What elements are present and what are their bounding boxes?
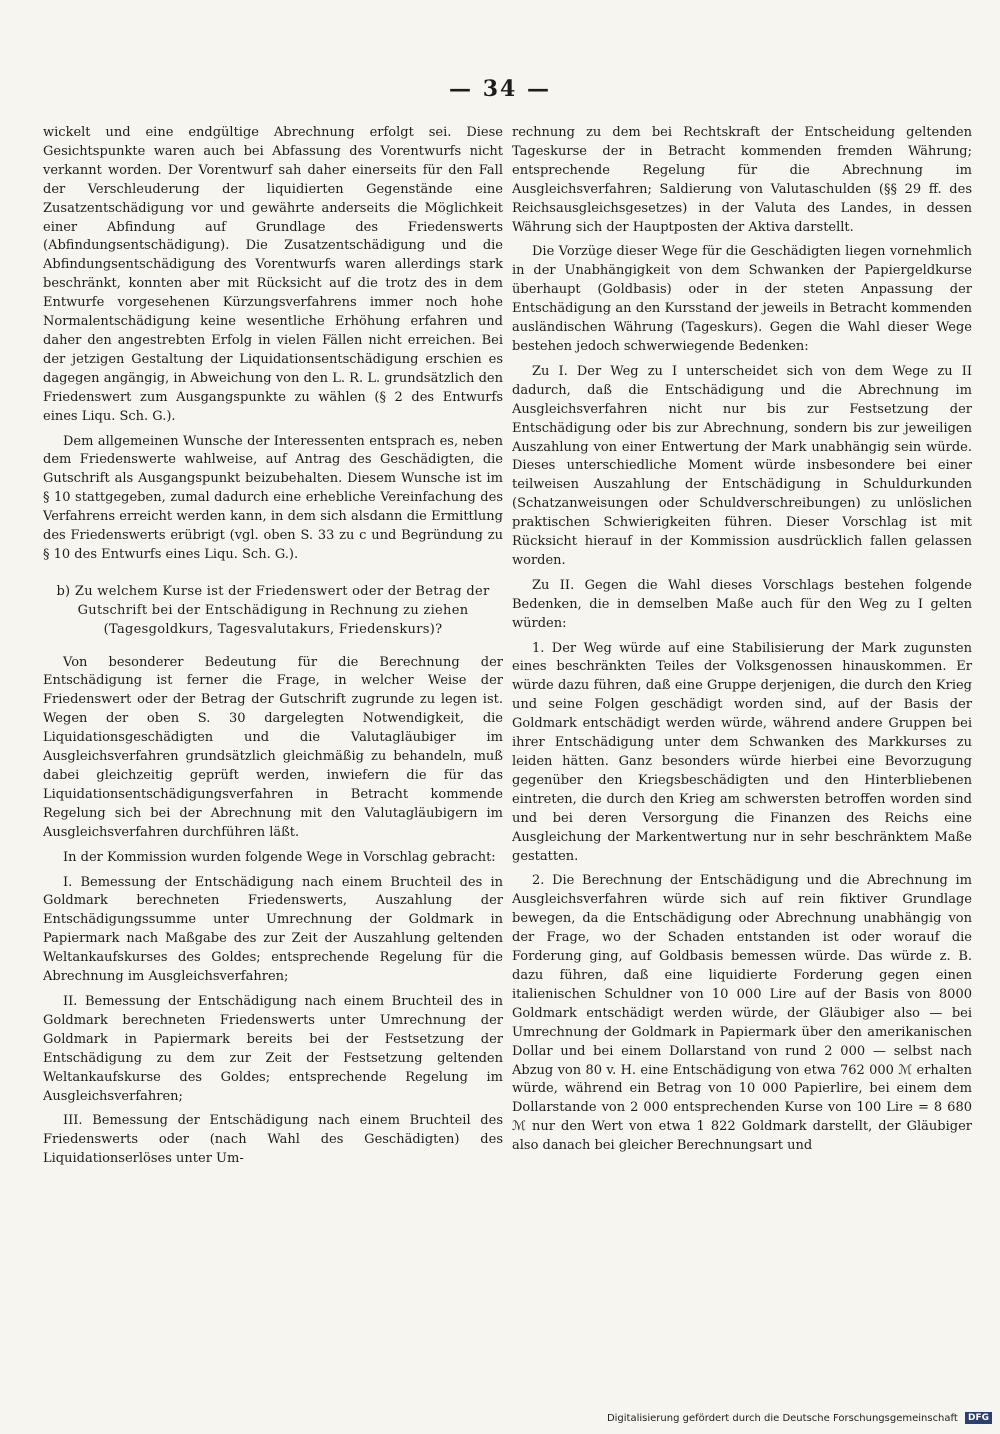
paragraph: Die Vorzüge dieser Wege für die Geschädigten liegen vornehmlich in der Unabhängigkeit von dem Schwanken der Papiergeldkurse überhaupt (Goldbasis) oder in der steten Anpassung der Entschädigung an den Kursstand der jeweils in Betracht kommenden ausländischen Währung (Tageskurs). Gegen die Wahl dieser Wege bestehen jedoch schwerwiegende Bedenken: (512, 244, 972, 354)
paragraph: Von besonderer Bedeutung für die Berechnung der Entschädigung ist ferner die Frage, in welcher Weise der Friedenswert oder der Betrag der Gutschrift zugrunde zu legen ist. Wegen der oben S. 30 dargelegten Notwendigkeit, die Liquidationsgeschädigten und die Valutagläubiger im Ausgleichsverfahren grundsätzlich gleichmäßig zu behandeln, muß dabei gleichzeitig geprüft werden, inwiefern die für das Liquidationsentschädigungsverfahren in Betracht kommende Regelung sich bei der Abrechnung mit den Valutagläubigern im Ausgleichsverfahren durchführen läßt. (43, 654, 503, 840)
paragraph: Zu I. Der Weg zu I unterscheidet sich von dem Wege zu II dadurch, daß die Entschädigung und die Abrechnung im Ausgleichsverfahren nicht nur bis zur Festsetzung der Entschädigung oder bis zur Abrechnung, sondern bis zur jeweiligen Auszahlung von einer Entwertung der Mark unabhängig sein würde. Dieses unterschiedliche Moment würde insbesondere bei einer teilweisen Auszahlung der Entschädigung in Schuldurkunden (Schatzanweisungen oder Schuldverschreibungen) zu unlöslichen praktischen Schwierigkeiten führen. Dieser Vorschlag ist mit Rücksicht hierauf in der Kommission ausdrücklich fallen gelassen worden. (512, 363, 972, 568)
left-column (43, 124, 503, 1175)
right-column (512, 124, 972, 1162)
list-item: II. Bemessung der Entschädigung nach einem Bruchteil des in Goldmark berechneten Friedenswerts unter Umrechnung der Goldmark in Papiermark bereits bei der Festsetzung der Entschädigung zu dem zur Zeit der Festsetzung geltenden Weltankaufskurse des Goldes; entsprechende Regelung im Ausgleichsverfahren; (43, 993, 503, 1104)
digitization-credit (540, 1412, 992, 1424)
paragraph: rechnung zu dem bei Rechtskraft der Entscheidung geltenden Tageskurse der in Betracht kommenden fremden Währung; entsprechende Regelung für die Abrechnung im Ausgleichsverfahren; Saldierung von Valutaschulden (§§ 29 ff. des Reichsausgleichsgesetzes) in der Valuta des Landes, in dessen Währung sich der Hauptposten der Aktiva darstellt. (512, 125, 972, 235)
page-number: — 34 — (449, 76, 551, 102)
paragraph: 2. Die Berechnung der Entschädigung und die Abrechnung im Ausgleichsverfahren würde sich auf rein fiktiver Grundlage bewegen, da die Entschädigung oder Abrechnung unabhängig von der Frage, wo der Schaden entstanden ist oder worauf die Forderung ging, auf Goldbasis bemessen würde. Das würde z. B. dazu führen, daß eine liquidierte Forderung gegen einen italienischen Schuldner von 10 000 Lire auf der Basis von 8000 Goldmark entschädigt werden würde, der Gläubiger also — bei Umrechnung der Goldmark in Papiermark über den amerikanischen Dollar und bei einem Dollarstand von rund 2 000 — selbst nach Abzug von 80 v. H. eine Entschädigung von etwa 762 000 ℳ erhalten würde, während ein Betrag von 10 000 Papierlire, bei einem dem Dollarstande von 2 000 entsprechenden Kurse von 100 Lire = 8 680 ℳ nur den Wert von etwa 1 822 Goldmark darstellt, der Gläubiger also danach bei gleicher Berechnungsart und (512, 873, 972, 1154)
credit-text: Digitalisierung gefördert durch die Deutsche Forschungsgemeinschaft (606, 1413, 958, 1424)
paragraph: Dem allgemeinen Wunsche der Interessenten entsprach es, neben dem Friedenswerte wahlweise, auf Antrag des Geschädigten, die Gutschrift als Ausgangspunkt beizubehalten. Diesem Wunsche ist im § 10 stattgegeben, zumal dadurch eine erhebliche Vereinfachung des Verfahrens erreicht werden kann, in dem sich alsdann die Ermittlung des Friedenswerts erübrigt (vgl. oben S. 33 zu c und Begründung zu § 10 des Entwurfs eines Liqu. Sch. G.). (43, 433, 503, 562)
list-item: I. Bemessung der Entschädigung nach einem Bruchteil des in Goldmark berechneten Friedenswerts, Auszahlung der Entschädigungssumme unter Umrechnung der Goldmark in Papiermark nach Maßgabe des zur Zeit der Auszahlung geltenden Weltankaufskurses des Goldes; entsprechende Regelung für die Abrechnung im Ausgleichsverfahren; (43, 874, 503, 985)
paragraph: wickelt und eine endgültige Abrechnung erfolgt sei. Diese Gesichtspunkte waren auch bei Abfassung des Vorentwurfs nicht verkannt worden. Der Vorentwurf sah daher einerseits für den Fall der Verschleuderung der liquidierten Gegenstände eine Zusatzentschädigung vor und gewährte anderseits die Möglichkeit einer Abfindung auf Grundlage des Friedenswerts (Abfindungsentschädigung). Die Zusatzentschädigung und die Abfindungsentschädigung des Vorentwurfs waren allerdings stark beschränkt, konnten aber mit Rücksicht auf die trotz des in dem Entwurfe vorgesehenen Kürzungsverfahrens immer noch hohe Normalentschädigung keine wesentliche Erhöhung erfahren und daher den angestrebten Erfolg in vielen Fällen nicht erreichen. Bei der jetzigen Gestaltung der Liquidationsentschädigung erschien es dagegen angängig, in Abweichung von den L. R. L. grundsätzlich den Friedenswert zum Ausgangspunkte zu wählen (§ 2 des Entwurfs eines Liqu. Sch. G.). (43, 125, 503, 424)
paragraph: Zu II. Gegen die Wahl dieses Vorschlags bestehen folgende Bedenken, die in demselben Maße auch für den Weg zu I gelten würden: (512, 577, 972, 631)
list-item: III. Bemessung der Entschädigung nach einem Bruchteil des Friedenswerts oder (nach Wahl des Geschädigten) des Liquidationserlöses unter Um- (43, 1113, 503, 1167)
section-heading: b) Zu welchem Kurse ist der Friedenswert oder der Betrag der Gutschrift bei der Entschädigung in Rechnung zu ziehen (Tagesgoldkurs, Tagesvalutakurs, Friedenskurs)? (56, 583, 490, 637)
paragraph: In der Kommission wurden folgende Wege in Vorschlag gebracht: (63, 849, 496, 865)
dfg-logo-badge: DFG (965, 1412, 992, 1424)
paragraph: 1. Der Weg würde auf eine Stabilisierung der Mark zugunsten eines beschränkten Teiles der Volksgenossen hinauskommen. Er würde dazu führen, daß eine Gruppe derjenigen, die durch den Krieg und seine Folgen geschädigt worden sind, auf der Basis der Goldmark entschädigt werden würde, während andere Gruppen bei ihrer Entschädigung unter dem Schwanken des Markkurses zu leiden hätten. Ganz besonders würde hierbei eine Bevorzugung gegenüber den Kriegsbeschädigten und den Hinterbliebenen eintreten, die durch den Krieg am schwersten betroffen worden sind und bei deren Versorgung die Finanzen des Reichs eine Ausgleichung der Markentwertung nur in sehr beschränktem Maße gestatten. (512, 640, 972, 864)
